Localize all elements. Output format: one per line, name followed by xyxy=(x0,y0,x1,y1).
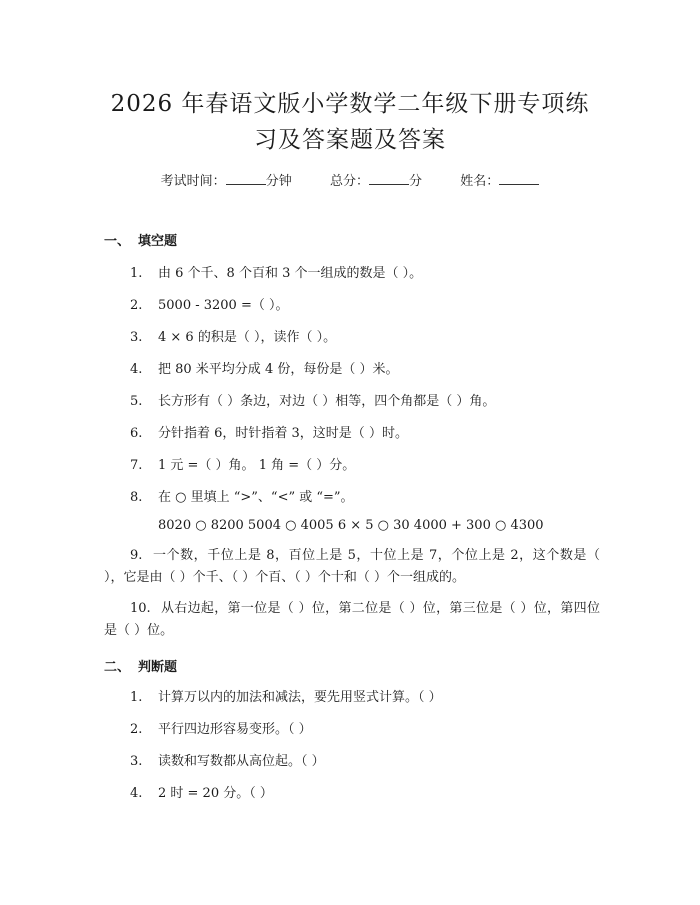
section-title: 填空题 xyxy=(138,234,178,249)
time-unit: 分钟 xyxy=(265,174,292,189)
question-number: 6. xyxy=(130,426,143,441)
question-text: 5000 - 3200 =（ ）。 xyxy=(158,298,289,313)
question-number: 10. xyxy=(130,601,151,616)
question-number: 5. xyxy=(130,394,143,409)
question-text: 读数和写数都从高位起。（ ） xyxy=(158,754,325,769)
score-label: 总分： xyxy=(329,174,369,189)
comparison-row: 8020 ○ 8200 5004 ○ 4005 6 × 5 ○ 30 4000 + 300 ○ 4300 xyxy=(158,518,544,533)
question-number: 7. xyxy=(130,458,143,473)
question-item xyxy=(130,294,288,313)
question-item xyxy=(130,454,355,473)
question-item xyxy=(130,486,354,505)
question-text: 把 80 米平均分成 4 份，每份是（ ）米。 xyxy=(158,362,399,377)
name-blank[interactable] xyxy=(499,184,539,185)
question-text: 长方形有（ ）条边，对边（ ）相等，四个角都是（ ）角。 xyxy=(158,394,496,409)
question-text: 在 ○ 里填上 “>”、“<” 或 “=”。 xyxy=(158,490,354,505)
question-text: 4 × 6 的积是（ ），读作（ ）。 xyxy=(158,330,337,345)
question-number: 4. xyxy=(130,362,143,377)
question-item xyxy=(130,262,422,281)
question-text: 平行四边形容易变形。（ ） xyxy=(158,722,312,737)
question-item xyxy=(130,782,273,801)
question-number: 3. xyxy=(130,330,143,345)
time-label: 考试时间： xyxy=(160,174,226,189)
question-item xyxy=(130,686,442,705)
question-item xyxy=(130,750,325,769)
question-text: 由 6 个千、8 个百和 3 个一组成的数是（ ）。 xyxy=(158,266,423,281)
question-item-wrapped xyxy=(104,598,600,642)
question-number: 2. xyxy=(130,298,143,313)
question-item xyxy=(130,718,312,737)
question-text: 分针指着 6，时针指着 3，这时是（ ）时。 xyxy=(158,426,408,441)
question-text: 2 时 = 20 分。（ ） xyxy=(158,786,273,801)
score-blank[interactable] xyxy=(369,184,409,185)
section-title: 判断题 xyxy=(138,660,178,675)
question-number: 8. xyxy=(130,490,143,505)
section-number: 二、 xyxy=(104,660,131,675)
time-blank[interactable] xyxy=(226,184,266,185)
question-item xyxy=(130,422,408,441)
section-heading-true-false xyxy=(104,656,177,675)
question-item xyxy=(130,358,398,377)
title-line-2: 习及答案题及答案 xyxy=(254,127,446,153)
question-text: 从右边起，第一位是（ ）位，第二位是（ ）位，第三位是（ ）位，第四位是（ ）位。 xyxy=(104,601,600,638)
score-unit: 分 xyxy=(409,174,423,189)
question-item xyxy=(130,390,495,409)
question-number: 1. xyxy=(130,690,143,705)
question-number: 4. xyxy=(130,786,143,801)
section-heading-fill-in xyxy=(104,230,177,249)
question-number: 2. xyxy=(130,722,143,737)
question-number: 3. xyxy=(130,754,143,769)
exam-info-line xyxy=(0,170,700,189)
question-text: 计算万以内的加法和减法，要先用竖式计算。（ ） xyxy=(158,690,442,705)
page-title xyxy=(0,86,700,158)
question-item xyxy=(130,326,336,345)
question-number: 9. xyxy=(130,548,143,563)
title-line-1: 2026 年春语文版小学数学二年级下册专项练 xyxy=(110,91,590,117)
question-item-wrapped xyxy=(104,545,600,589)
question-text: 一个数，千位上是 8，百位上是 5，十位上是 7，个位上是 2，这个数是（ ），它是由（ ）个千、（ ）个百、（ ）个十和（ ）个一组成的。 xyxy=(104,548,600,585)
question-number: 1. xyxy=(130,266,143,281)
name-label: 姓名： xyxy=(460,174,500,189)
question-text: 1 元 =（ ）角。 1 角 =（ ）分。 xyxy=(158,458,356,473)
section-number: 一、 xyxy=(104,234,131,249)
